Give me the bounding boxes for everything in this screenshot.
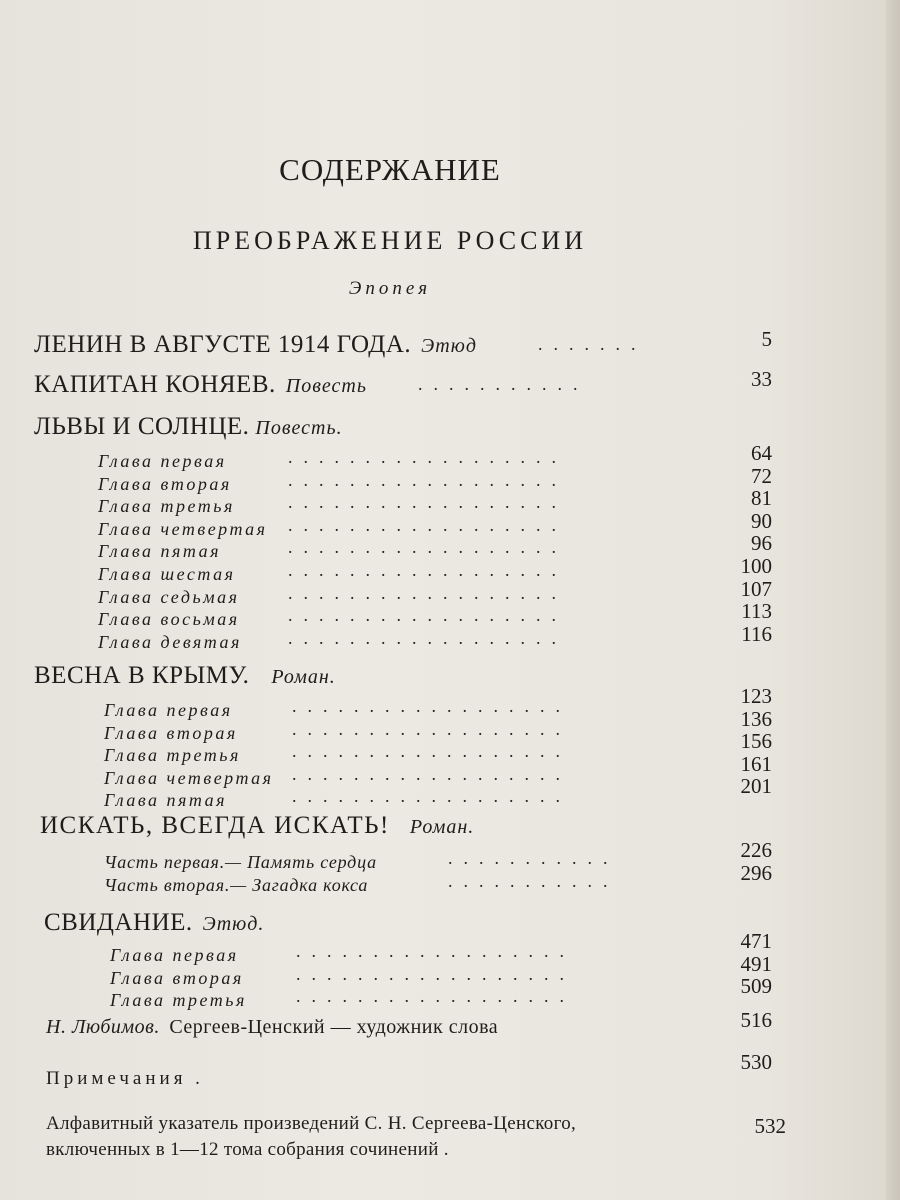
entry-genre: Роман. <box>409 816 475 838</box>
leader-dots: .................. <box>288 560 567 580</box>
page-number: 296 <box>740 860 772 885</box>
leader-dots: .................. <box>288 582 567 603</box>
chapter-label: Глава первая <box>98 451 227 471</box>
toc-entry-notes: Примечания . <box>46 1068 204 1089</box>
chapter-label: Глава четвертая <box>104 767 274 788</box>
leader-dots: .................. <box>288 627 567 648</box>
leader-dots: ........... <box>418 374 589 394</box>
page-number: 116 <box>741 621 772 646</box>
leader-dots: .................. <box>296 963 575 984</box>
entry-genre: Повесть. <box>255 417 343 439</box>
leader-dots: .................. <box>288 469 567 490</box>
entry-genre: Этюд. <box>202 913 265 935</box>
afterword-author: Н. Любимов. <box>46 1016 160 1038</box>
chapter-label: Глава четвертая <box>98 518 268 539</box>
entry-genre: Повесть <box>285 375 367 397</box>
page-number: 64 <box>751 441 772 465</box>
part-label: Часть первая.— Память сердца <box>104 852 377 872</box>
page-edge <box>886 0 900 1200</box>
page-number: 509 <box>740 974 772 999</box>
page-number: 113 <box>741 599 772 624</box>
page-number: 161 <box>740 751 772 776</box>
leader-dots: .................. <box>288 537 567 558</box>
leader-dots: .................. <box>292 786 571 807</box>
toc-entry-iskat <box>40 812 474 840</box>
afterword-title: Сергеев-Ценский — художник слова <box>169 1016 499 1038</box>
page-number: 123 <box>740 684 772 708</box>
leader-dots: .................. <box>296 986 575 1007</box>
entry-title: ЛЬВЫ И СОЛНЦЕ. <box>34 413 250 440</box>
page-number: 516 <box>740 1008 772 1032</box>
page-number: 33 <box>751 367 772 391</box>
index-line-1: Алфавитный указатель произведений С. Н. Сергеева-Ценского, <box>46 1113 577 1134</box>
toc-entry-lenin <box>34 331 477 359</box>
entry-genre: Этюд <box>421 335 477 357</box>
page-number: 136 <box>740 706 772 731</box>
chapter-label: Глава вторая <box>98 473 232 494</box>
page-number: 100 <box>740 554 772 578</box>
chapter-label: Глава пятая <box>104 790 227 811</box>
page-number: 530 <box>740 1050 772 1074</box>
chapter-label: Глава пятая <box>98 541 221 562</box>
page-number: 72 <box>751 463 772 488</box>
leader-dots: .................. <box>296 941 575 961</box>
entry-title: КАПИТАН КОНЯЕВ. <box>34 371 276 398</box>
chapter-label: Глава шестая <box>98 564 236 584</box>
toc-entry-svidanie <box>44 909 264 937</box>
page-number: 81 <box>751 486 772 511</box>
page-number: 107 <box>740 576 772 601</box>
epic-genre: Эпопея <box>348 278 432 299</box>
chapter-label: Глава третья <box>98 496 235 517</box>
chapter-label: Глава восьмая <box>98 609 240 630</box>
entry-title: ЛЕНИН В АВГУСТЕ 1914 ГОДА. <box>34 331 412 358</box>
entry-title: ВЕСНА В КРЫМУ. <box>34 662 250 689</box>
page-number: 90 <box>751 508 772 533</box>
leader-dots: .................. <box>292 741 571 762</box>
leader-dots: .................. <box>288 492 567 513</box>
leader-dots: .................. <box>288 514 567 535</box>
leader-dots: .................. <box>292 718 571 739</box>
chapter-label: Глава третья <box>110 990 247 1011</box>
toc-entry-lvy <box>34 413 343 441</box>
leader-dots: .................. <box>288 447 567 467</box>
toc-entry-vesna <box>34 662 336 690</box>
page-number: 491 <box>740 951 772 976</box>
entry-title: ИСКАТЬ, ВСЕГДА ИСКАТЬ! <box>40 812 390 839</box>
entry-genre: Роман. <box>271 666 336 688</box>
leader-dots: ....... <box>538 334 647 354</box>
chapter-label: Глава первая <box>104 700 233 720</box>
contents-heading: СОДЕРЖАНИЕ <box>279 152 501 187</box>
chapter-label: Глава седьмая <box>98 586 240 607</box>
part-label: Часть вторая.— Загадка кокса <box>104 874 369 895</box>
leader-dots: .................. <box>292 696 571 716</box>
leader-dots: .................. <box>292 763 571 784</box>
page-number: 96 <box>751 531 772 556</box>
chapter-label: Глава третья <box>104 745 241 766</box>
leader-dots: ........... <box>448 870 619 891</box>
page-number: 532 <box>754 1114 786 1138</box>
chapter-label: Глава вторая <box>104 722 238 743</box>
page-number: 201 <box>740 774 772 799</box>
index-line-2: включенных в 1—12 тома собрания сочинений . <box>46 1139 449 1160</box>
page-number: 156 <box>740 729 772 754</box>
entry-title: СВИДАНИЕ. <box>44 909 193 936</box>
page-number: 5 <box>761 327 772 351</box>
toc-entry-konyaev <box>34 371 367 399</box>
chapter-label: Глава первая <box>110 945 239 965</box>
chapter-label: Глава вторая <box>110 967 244 988</box>
epic-title: ПРЕОБРАЖЕНИЕ РОССИИ <box>193 226 587 255</box>
leader-dots: .................. <box>288 605 567 626</box>
page-number: 226 <box>740 838 772 862</box>
toc-entry-afterword <box>46 1016 498 1039</box>
chapter-label: Глава девятая <box>98 631 242 652</box>
page-number: 471 <box>740 929 772 953</box>
leader-dots: ........... <box>448 848 619 868</box>
toc-entry-index <box>46 1111 576 1163</box>
